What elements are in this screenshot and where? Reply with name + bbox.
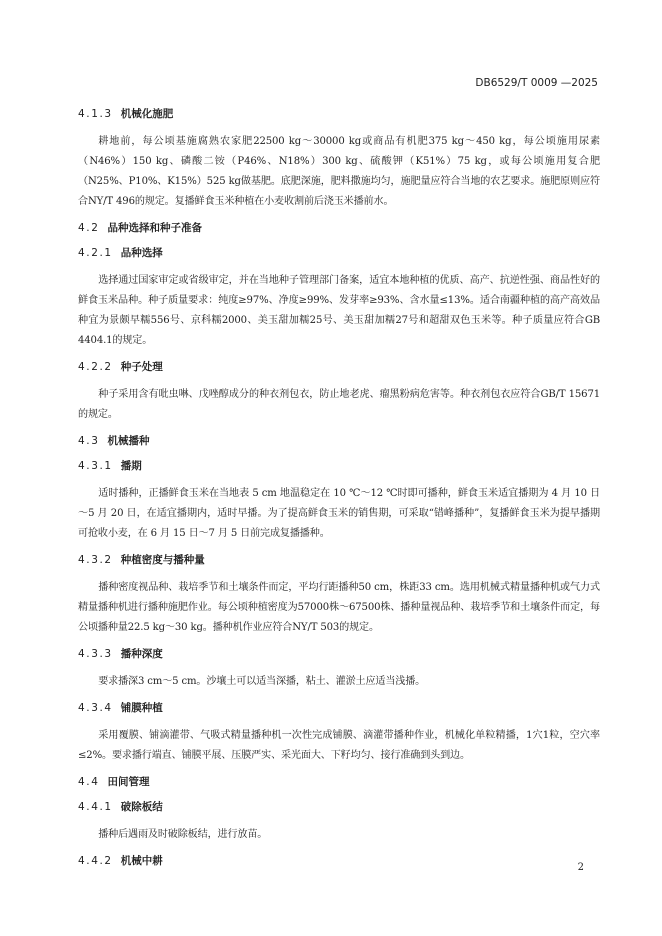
section-number: 4.1.3	[78, 108, 113, 120]
page-number: 2	[577, 862, 584, 873]
section-title: 种子处理	[120, 361, 163, 373]
section-heading	[78, 107, 600, 121]
section-number: 4.2	[78, 222, 100, 234]
section-title: 机械播种	[107, 435, 150, 447]
section-title: 铺膜种植	[120, 702, 163, 714]
paragraph: 种子采用含有吡虫啉、戊唑醇成分的种衣剂包衣，防止地老虎、瘤黑粉病危害等。种衣剂包衣应符合GB/T 15671的规定。	[78, 389, 600, 420]
section-title: 机械中耕	[120, 855, 163, 867]
section-heading	[78, 775, 600, 789]
paragraph: 耕地前，每公顷基施腐熟农家肥22500 kg～30000 kg或商品有机肥375 kg～450 kg，每公顷施用尿素（N46%）150 kg、磷酸二铵（P46%、N18%）300 kg、硫酸钾（K51%）75 kg，或每公顷施用复合肥（N25%、P10%、K15%）525 kg做基肥。底肥深施，肥料撒施均匀，施肥量应符合当地的农艺要求。施肥原则应符合NY/T 496的规定。复播鲜食玉米种植在小麦收割前后浇玉米播前水。	[78, 136, 600, 207]
section-number: 4.3.2	[78, 554, 113, 566]
section-title: 田间管理	[107, 776, 150, 788]
section-number: 4.2.1	[78, 247, 113, 259]
paragraph: 选择通过国家审定或省级审定，并在当地种子管理部门备案，适宜本地种植的优质、高产、抗逆性强、商品性好的鲜食玉米品种。种子质量要求：纯度≥97%、净度≥99%、发芽率≥93%、含水量≤13%。适合南疆种植的高产高效品种宜为景颇早糯556号、京科糯2000、美玉甜加糯25号、美玉甜加糯27号和超甜双色玉米等。种子质量应符合GB 4404.1的规定。	[78, 275, 600, 346]
section-number: 4.4.2	[78, 855, 113, 867]
section-heading	[78, 701, 600, 715]
section-heading	[78, 246, 600, 260]
section-title: 机械化施肥	[120, 108, 174, 120]
section-number: 4.4.1	[78, 801, 113, 813]
section-number: 4.3.4	[78, 702, 113, 714]
paragraph: 要求播深3 cm～5 cm。沙壤土可以适当深播，粘土、灌淤土应适当浅播。	[98, 676, 426, 687]
section-title: 播种深度	[120, 648, 163, 660]
section-heading	[78, 647, 600, 661]
section-heading	[78, 360, 600, 374]
section-number: 4.3.1	[78, 460, 113, 472]
section-number: 4.3.3	[78, 648, 113, 660]
section-heading	[78, 854, 600, 868]
section-title: 播期	[120, 460, 142, 472]
section-heading	[78, 459, 600, 473]
paragraph: 适时播种，正播鲜食玉米在当地表 5 cm 地温稳定在 10 ℃～12 ℃时即可播种，鲜食玉米适宜播期为 4 月 10 日～5 月 20 日，在适宜播期内，适时早播。为了提高鲜食玉米的销售期，可采取“错峰播种”，复播鲜食玉米为提早播期可抢收小麦，在 6 月 15 日～7 月 5 日前完成复播播种。	[78, 488, 600, 539]
section-heading	[78, 553, 600, 567]
document-body	[78, 107, 600, 868]
paragraph: 采用覆膜、铺滴灌带、气吸式精量播种机一次性完成铺膜、滴灌带播种作业，机械化单粒精播，1穴1粒，空穴率≤2%。要求播行端直、铺膜平展、压膜严实、采光面大、下籽均匀、接行准确到头到边。	[78, 730, 600, 761]
section-title: 破除板结	[120, 801, 163, 813]
section-number: 4.2.2	[78, 361, 113, 373]
paragraph: 播种密度视品种、栽培季节和土壤条件而定，平均行距播种50 cm，株距33 cm。选用机械式精量播种机或气力式精量播种机进行播种施肥作业。每公顷种植密度为57000株～67500株、播种量视品种、栽培季节和土壤条件而定，每公顷播种量22.5 kg～30 kg。播种机作业应符合NY/T 503的规定。	[78, 582, 600, 633]
section-title: 种植密度与播种量	[120, 554, 205, 566]
section-heading	[78, 434, 600, 448]
section-number: 4.4	[78, 776, 100, 788]
section-title: 品种选择	[120, 247, 163, 259]
section-heading	[78, 221, 600, 235]
section-title: 品种选择和种子准备	[107, 222, 202, 234]
document-code: DB6529/T 0009 —2025	[475, 77, 598, 89]
paragraph: 播种后遇雨及时破除板结，进行放苗。	[98, 829, 268, 840]
section-heading	[78, 800, 600, 814]
section-number: 4.3	[78, 435, 100, 447]
